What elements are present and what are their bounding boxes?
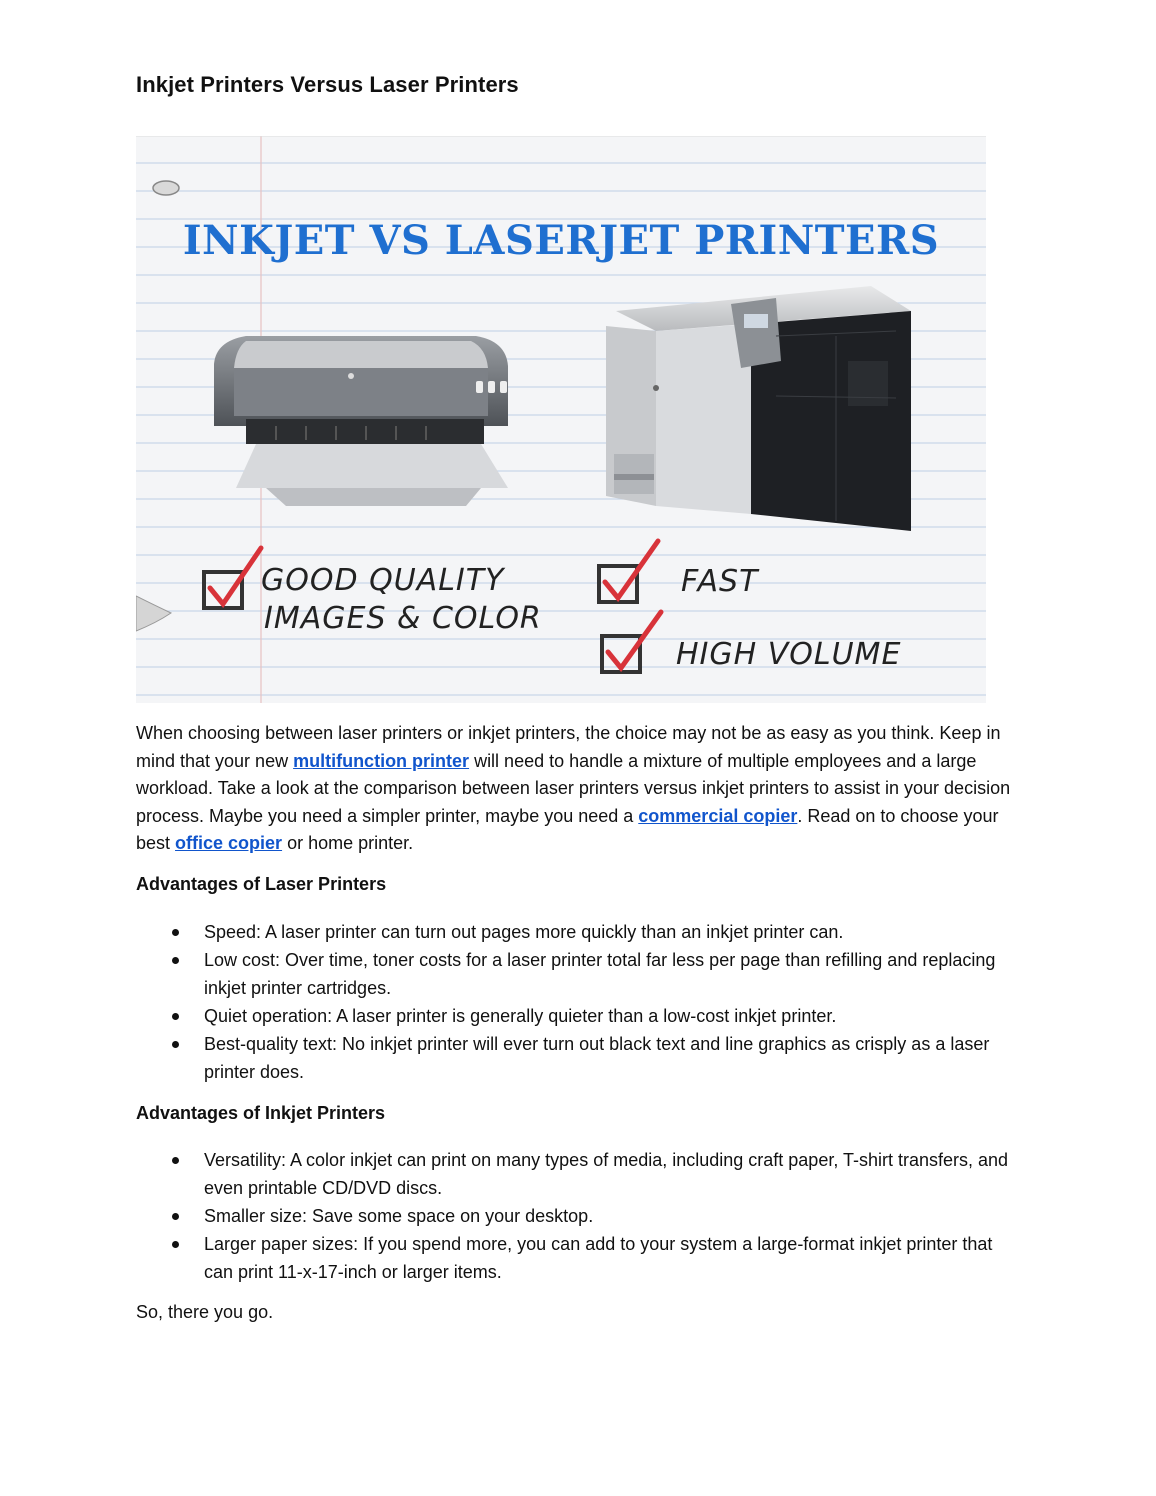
list-item — [136, 918, 1016, 946]
check-high-volume-label: HIGH VOLUME — [676, 637, 902, 672]
link-office-copier[interactable]: office copier — [175, 833, 283, 853]
laser-printer-illustration — [606, 286, 911, 531]
bullet-icon — [172, 1157, 179, 1164]
list-item — [136, 1230, 1016, 1286]
intro-text-2: will need to handle a mixture of multiple employees and a large workload. Take a look at the comparison between laser printers versus inkjet printers to assist in your decision process. Maybe you need a simpler printer, maybe you need a — [136, 750, 1011, 826]
inkjet-printer-illustration — [214, 336, 508, 506]
bullet-icon — [172, 1041, 179, 1048]
check-fast-label: FAST — [681, 564, 759, 599]
list-item-text: Speed: A laser printer can turn out pages more quickly than an inkjet printer can. — [204, 922, 844, 942]
link-commercial-copier[interactable]: commercial copier — [638, 805, 798, 826]
inkjet-advantages-heading: Advantages of Inkjet Printers — [136, 1103, 386, 1123]
intro-text-3: . Read on to choose your best — [136, 805, 999, 853]
hero-image — [136, 136, 986, 703]
list-item — [136, 946, 1016, 1002]
intro-text-4: or home printer. — [282, 833, 414, 853]
inkjet-advantages-list — [136, 1146, 1016, 1286]
laser-advantages-list — [136, 918, 1016, 1086]
hero-headline: INKJET VS LASERJET PRINTERS — [182, 217, 940, 264]
check-good-quality-line2: IMAGES & COLOR — [264, 601, 542, 636]
list-item — [136, 1030, 1016, 1086]
link-multifunction-printer[interactable]: multifunction printer — [293, 750, 470, 771]
list-item-text: Larger paper sizes: If you spend more, you can add to your system a large-format inkjet printer that can print 11-x-17-inch or larger items. — [204, 1234, 993, 1282]
bullet-icon — [172, 1241, 179, 1248]
bullet-icon — [172, 1013, 179, 1020]
bullet-icon — [172, 957, 179, 964]
list-item-text: Low cost: Over time, toner costs for a laser printer total far less per page than refilling and replacing inkjet printer cartridges. — [204, 950, 996, 998]
laser-advantages-heading: Advantages of Laser Printers — [136, 874, 387, 894]
list-item — [136, 1002, 1016, 1030]
list-item-text: Quiet operation: A laser printer is generally quieter than a low-cost inkjet printer. — [204, 1006, 837, 1026]
list-item-text: Smaller size: Save some space on your desktop. — [204, 1206, 594, 1226]
list-item-text: Versatility: A color inkjet can print on many types of media, including craft paper, T-shirt transfers, and even printable CD/DVD discs. — [204, 1150, 1009, 1198]
check-good-quality-line1: GOOD QUALITY — [261, 563, 505, 598]
closing-line: So, there you go. — [136, 1302, 274, 1322]
intro-paragraph — [136, 720, 1016, 858]
intro-text-1: When choosing between laser printers or inkjet printers, the choice may not be as easy as you think. Keep in mind that your new — [136, 723, 1001, 771]
page-title: Inkjet Printers Versus Laser Printers — [136, 72, 519, 97]
list-item — [136, 1146, 1016, 1202]
bullet-icon — [172, 1213, 179, 1220]
list-item-text: Best-quality text: No inkjet printer will ever turn out black text and line graphics as crisply as a laser printer does. — [204, 1034, 990, 1082]
bullet-icon — [172, 929, 179, 936]
list-item — [136, 1202, 1016, 1230]
